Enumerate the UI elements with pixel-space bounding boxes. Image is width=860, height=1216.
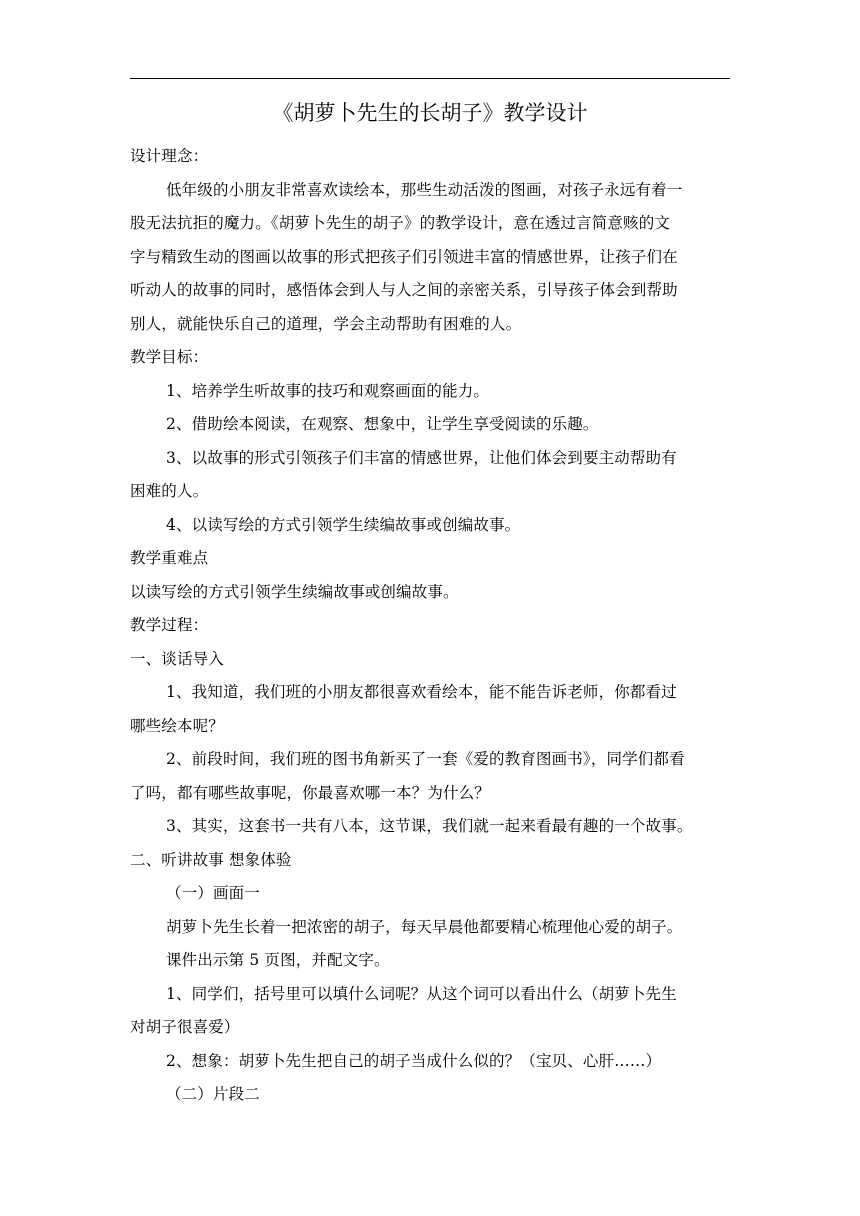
paragraph-line: 股无法抗拒的魔力。《胡萝卜先生的胡子》的教学设计，意在透过言简意赅的文 [130, 214, 671, 232]
paragraph-line: 低年级的小朋友非常喜欢读绘本，那些生动活泼的图画，对孩子永远有着一 [166, 180, 683, 199]
paragraph-line: 别人，就能快乐自己的道理，学会主动帮助有困难的人。 [130, 314, 522, 333]
document-title: 《胡萝卜先生的长胡子》教学设计 [272, 101, 588, 125]
list-item-continuation: 了吗，都有哪些故事呢，你最喜欢哪一本？为什么？ [130, 783, 490, 802]
paragraph-line: 字与精致生动的图画以故事的形式把孩子们引领进丰富的情感世界，让孩子们在 [130, 247, 678, 266]
subsection-heading: 二、听讲故事 想象体验 [130, 850, 292, 869]
subsection-heading: （二）片段二 [166, 1085, 260, 1103]
list-item: 2、借助绘本阅读，在观察、想象中，让学生享受阅读的乐趣。 [166, 415, 599, 433]
list-item: 2、前段时间，我们班的图书角新买了一套《爱的教育图画书》，同学们都看 [166, 750, 685, 768]
list-item: 1、培养学生听故事的技巧和观察画面的能力。 [166, 381, 490, 400]
list-item-continuation: 对胡子很喜爱） [130, 1018, 240, 1036]
section-heading: 设计理念： [130, 147, 209, 165]
list-item: 3、其实，这套书一共有八本，这节课，我们就一起来看最有趣的一个故事。 [166, 817, 693, 835]
section-heading: 教学重难点 [130, 549, 209, 567]
paragraph-line: 听动人的故事的同时，感悟体会到人与人之间的亲密关系，引导孩子体会到帮助 [130, 281, 678, 299]
section-heading: 教学目标： [130, 348, 209, 366]
document-body [130, 140, 730, 1112]
list-item: 2、想象：胡萝卜先生把自己的胡子当成什么似的？（宝贝、心肝……） [166, 1051, 662, 1070]
list-item-continuation: 困难的人。 [130, 482, 209, 500]
paragraph-line: 胡萝卜先生长着一把浓密的胡子，每天早晨他都要精心梳理他心爱的胡子。 [166, 917, 683, 936]
list-item: 1、我知道，我们班的小朋友都很喜欢看绘本，能不能告诉老师，你都看过 [166, 683, 677, 701]
paragraph-line: 课件出示第 5 页图，并配文字。 [166, 951, 390, 969]
paragraph-line: 以读写绘的方式引领学生续编故事或创编故事。 [130, 582, 459, 601]
section-heading: 教学过程： [130, 616, 209, 634]
subsection-heading: 一、谈话导入 [130, 649, 224, 668]
list-item: 4、以读写绘的方式引领学生续编故事或创编故事。 [166, 515, 521, 534]
subsection-heading: （一）画面一 [166, 884, 260, 902]
list-item-continuation: 哪些绘本呢？ [130, 716, 224, 735]
list-item: 1、同学们，括号里可以填什么词呢？从这个词可以看出什么（胡萝卜先生 [166, 984, 677, 1003]
header-rule [130, 78, 730, 79]
list-item: 3、以故事的形式引领孩子们丰富的情感世界，让他们体会到要主动帮助有 [166, 448, 677, 467]
